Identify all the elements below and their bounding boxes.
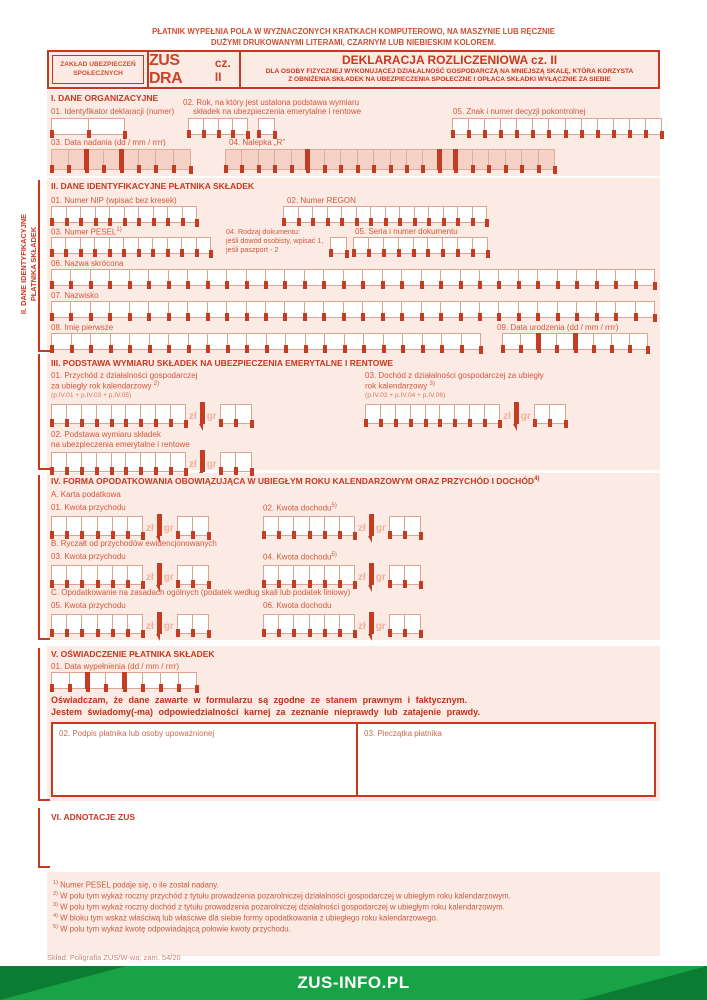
box-cell[interactable] (90, 333, 111, 350)
box-cell[interactable] (440, 301, 460, 318)
zl-label: zł (503, 411, 511, 422)
box-cell[interactable] (129, 301, 149, 318)
section-5-oswiadczenie (47, 646, 660, 801)
box-cell[interactable] (129, 333, 150, 350)
field-podstawa-amount[interactable] (51, 446, 252, 472)
gr-label: gr (163, 621, 174, 632)
form-title-box (241, 52, 658, 87)
field-data-urodzenia-boxes[interactable] (502, 333, 648, 350)
section-6-adnotacje-zus (47, 806, 660, 868)
section-3-bracket (38, 354, 50, 470)
field-seria-numer-boxes[interactable] (353, 237, 488, 254)
section-1-dane-organizacyjne (47, 90, 660, 176)
subsection-b-label: B. Ryczałt od przychodów ewidencjonowanych (51, 539, 217, 548)
form-title: DEKLARACJA ROZLICZENIOWA cz. II (341, 53, 558, 67)
field-dochod-formula: (p.IV.02 + p.IV.04 + p.IV.06) (365, 392, 446, 399)
przychod-gr-boxes[interactable] (220, 404, 252, 424)
field-ryczalt-dochod-amount[interactable] (263, 559, 421, 585)
box-cell[interactable] (401, 301, 421, 318)
box-cell[interactable] (227, 333, 248, 350)
box-cell[interactable] (323, 269, 343, 286)
box-cell[interactable] (305, 333, 326, 350)
decimal-separator (200, 450, 205, 472)
box-cell[interactable] (479, 269, 499, 286)
box-cell[interactable] (88, 118, 126, 135)
box-cell[interactable] (246, 301, 266, 318)
section-4-forma-opodatkowania (47, 473, 660, 640)
box-cell[interactable] (129, 269, 149, 286)
zus-info-banner (0, 966, 707, 1000)
form-code-main: ZUS DRA (149, 51, 183, 87)
box-cell[interactable] (440, 269, 460, 286)
box-cell[interactable] (382, 301, 402, 318)
section-5-bracket (38, 648, 50, 801)
field-regon-label: 02. Numer REGON (287, 196, 356, 205)
ryczalt-dochod-gr-boxes[interactable] (389, 565, 421, 585)
box-cell[interactable] (518, 301, 538, 318)
section-6-bracket (38, 808, 50, 868)
field-pesel-boxes[interactable] (51, 237, 211, 254)
field-ogolne-przychod-amount[interactable] (51, 608, 209, 634)
zl-label: zł (189, 459, 197, 470)
field-rodzaj-dok-label-1: 04. Rodzaj dokumentu: (226, 227, 300, 236)
field-identyfikator-label: 01. Identyfikator deklaracji (numer) (51, 107, 175, 116)
section-3-podstawa-wymiaru (47, 352, 660, 470)
ogolne-przychod-zl-boxes[interactable] (51, 614, 143, 634)
subsection-a-label: A. Karta podatkowa (51, 490, 121, 499)
box-cell[interactable] (596, 301, 616, 318)
footnote-3: $^{3)}$ W polu tym wykaż roczny dochód z tytułu prowadzenia pozarolniczej działalności gospodarczej w ubiegłym roku kalendarzowym. (53, 902, 505, 912)
section-5-title: V. OŚWIADCZENIE PŁATNIKA SKŁADEK (51, 649, 215, 659)
field-rok-boxes[interactable] (188, 118, 248, 135)
ogolne-przychod-gr-boxes[interactable] (177, 614, 209, 634)
field-ogolne-dochod-amount[interactable] (263, 608, 421, 634)
gr-label: gr (520, 411, 531, 422)
signature-area[interactable] (53, 724, 358, 795)
box-cell[interactable] (557, 301, 577, 318)
przychod-zl-boxes[interactable] (51, 404, 186, 424)
section-2-side-label (19, 179, 39, 349)
field-ryczalt-przychod-amount[interactable] (51, 559, 209, 585)
footnote-1: $^{1)}$ Numer PESEL podaje się, o ile został nadany. (53, 880, 219, 890)
box-cell[interactable] (596, 269, 616, 286)
section-2-title: II. DANE IDENTYFIKACYJNE PŁATNIKA SKŁADEK (51, 181, 255, 191)
field-karta-dochod-amount[interactable] (263, 510, 421, 536)
box-cell[interactable] (70, 269, 90, 286)
box-cell[interactable] (479, 301, 499, 318)
box-cell[interactable] (285, 333, 306, 350)
box-cell[interactable] (207, 301, 227, 318)
box-cell[interactable] (109, 269, 129, 286)
subsection-c-label: C. Opodatkowanie na zasadach ogólnych (podatek według skali lub podatek liniowy) (51, 588, 351, 597)
decimal-separator (200, 402, 205, 424)
declaration-line-2: Jestem świadomy(-ma) odpowiedzialności karnej za zeznanie nieprawdy lub zatajenie prawdy. (51, 707, 480, 717)
field-data-wypelnienia-boxes[interactable] (51, 672, 197, 689)
box-cell[interactable] (304, 301, 324, 318)
gr-label: gr (375, 572, 386, 583)
field-data-wypelnienia-label: 01. Data wypełnienia (dd / mm / rrrr) (51, 662, 180, 671)
box-cell[interactable] (441, 333, 462, 350)
box-cell[interactable] (402, 333, 423, 350)
box-cell[interactable] (537, 269, 557, 286)
field-przychod-amount[interactable] (51, 398, 252, 424)
section-4-bracket (38, 475, 50, 640)
box-cell[interactable] (344, 333, 365, 350)
box-cell[interactable] (421, 301, 441, 318)
podstawa-gr-boxes[interactable] (220, 452, 252, 472)
box-cell[interactable] (168, 333, 189, 350)
box-cell[interactable] (70, 301, 90, 318)
decimal-separator (369, 612, 374, 634)
footnotes-block (47, 872, 660, 956)
box-cell[interactable] (207, 269, 227, 286)
karta-dochod-gr-boxes[interactable] (389, 516, 421, 536)
decimal-separator (369, 563, 374, 585)
field-przychod-label-2: za ubiegły rok kalendarzowy $^{2)}$ (51, 381, 160, 391)
instruction-line-2: DUŻYMI DRUKOWANYMI LITERAMI, CZARNYM LUB NIEBIESKIM KOLOREM. (210, 37, 496, 47)
gr-label: gr (375, 621, 386, 632)
decimal-separator (514, 402, 519, 424)
gr-label: gr (375, 523, 386, 534)
side-label-line1: II. DANE IDENTYFIKACYJNE (19, 213, 29, 315)
field-karta-dochod-label: 02. Kwota dochodu$^{5)}$ (263, 503, 337, 513)
box-cell[interactable] (90, 301, 110, 318)
dochod-gr-boxes[interactable] (534, 404, 566, 424)
zl-label: zł (358, 523, 366, 534)
karta-przychod-zl-boxes[interactable] (51, 516, 143, 536)
box-cell[interactable] (363, 333, 384, 350)
field-przychod-label-1: 01. Przychód z działalności gospodarczej (51, 371, 198, 380)
box-cell[interactable] (383, 333, 404, 350)
dochod-zl-boxes[interactable] (365, 404, 500, 424)
box-cell[interactable] (71, 333, 92, 350)
field-identyfikator-boxes[interactable] (51, 118, 125, 135)
box-cell[interactable] (576, 269, 596, 286)
field-nazwisko-boxes[interactable] (51, 301, 655, 318)
box-cell[interactable] (422, 333, 443, 350)
section-1-title: I. DANE ORGANIZACYJNE (51, 93, 159, 103)
field-nazwa-skrocona-label: 06. Nazwa skrócona (51, 259, 124, 268)
box-cell[interactable] (498, 301, 518, 318)
box-cell[interactable] (343, 301, 363, 318)
box-cell[interactable] (148, 301, 168, 318)
podstawa-zl-boxes[interactable] (51, 452, 186, 472)
section-6-title: VI. ADNOTACJE ZUS (51, 812, 136, 822)
field-rodzaj-dok-label-2: jeśli dowód osobisty, wpisać 1, (226, 236, 324, 245)
field-nip-boxes[interactable] (51, 206, 197, 223)
field-imie-label: 08. Imię pierwsze (51, 323, 114, 332)
field-nalepka-boxes[interactable] (225, 149, 555, 170)
zl-label: zł (189, 411, 197, 422)
box-cell[interactable] (246, 333, 267, 350)
field-pesel-label: 03. Numer PESEL$^{1)}$ (51, 227, 122, 237)
zl-label: zł (358, 621, 366, 632)
field-nalepka-label: 04. Nalepka „R” (229, 138, 286, 147)
box-cell[interactable] (284, 269, 304, 286)
box-cell[interactable] (576, 301, 596, 318)
print-imprint: Skład: Poligrafia ZUS/W-wa; zam. 54/20 (47, 953, 181, 962)
box-cell[interactable] (149, 333, 170, 350)
box-cell[interactable] (187, 301, 207, 318)
gr-label: gr (163, 572, 174, 583)
field-data-urodzenia-label: 09. Data urodzenia (dd / mm / rrrr) (497, 323, 619, 332)
box-cell[interactable] (343, 269, 363, 286)
box-cell[interactable] (498, 269, 518, 286)
field-ogolne-dochod-label: 06. Kwota dochodu (263, 601, 332, 610)
box-cell[interactable] (461, 333, 482, 350)
field-imie-boxes[interactable] (51, 333, 481, 350)
filling-instructions (0, 27, 707, 48)
footnote-4: $^{4)}$ W bloku tym wskaż właściwą lub właściwe dla siebie formy opodatkowania z ubiegłego roku kalendarzowego. (53, 913, 439, 923)
box-cell[interactable] (168, 301, 188, 318)
banner-text: ZUS-INFO.PL (297, 973, 410, 992)
box-cell[interactable] (266, 333, 287, 350)
form-code (149, 52, 241, 87)
field-rodzaj-dok-label-3: jeśli paszport - 2 (226, 245, 279, 254)
box-cell[interactable] (109, 301, 129, 318)
section-2-bracket (38, 180, 50, 352)
box-cell[interactable] (460, 269, 480, 286)
instruction-line-1: PŁATNIK WYPEŁNIA POLA W WYZNACZONYCH KRATKACH KOMPUTEROWO, NA MASZYNIE LUB RĘCZNIE (152, 27, 555, 36)
gr-label: gr (163, 523, 174, 534)
field-rodzaj-dok-box[interactable] (330, 237, 347, 254)
signature-label: 02. Podpis płatnika lub osoby upoważnionej (59, 729, 215, 738)
gr-label: gr (206, 411, 217, 422)
box-cell[interactable] (51, 301, 71, 318)
field-nazwa-skrocona-boxes[interactable] (51, 269, 655, 286)
box-cell[interactable] (110, 333, 131, 350)
ryczalt-przychod-gr-boxes[interactable] (177, 565, 209, 585)
decimal-separator (157, 563, 162, 585)
field-znak-decyzji-label: 05. Znak i numer decyzji pokontrolnej (453, 107, 586, 116)
box-cell[interactable] (635, 269, 655, 286)
box-cell[interactable] (188, 333, 209, 350)
section-3-title: III. PODSTAWA WYMIARU SKŁADEK NA UBEZPIECZENIA EMERYTALNE I RENTOWE (51, 358, 394, 368)
field-nip-label: 01. Numer NIP (wpisać bez kresek) (51, 196, 177, 205)
side-label-line2: PŁATNIKA SKŁADEK (29, 226, 38, 302)
box-cell[interactable] (362, 301, 382, 318)
field-ryczalt-przychod-label: 03. Kwota przychodu (51, 552, 126, 561)
stamp-label: 03. Pieczątka płatnika (364, 729, 442, 738)
field-dochod-label-2: rok kalendarzowy $^{3)}$ (365, 381, 435, 391)
zl-label: zł (358, 572, 366, 583)
org-name-box (49, 52, 149, 87)
box-cell[interactable] (284, 301, 304, 318)
field-podstawa-label-2: na ubezpieczenia emerytalne i rentowe (51, 440, 190, 449)
footnote-5: $^{5)}$ W polu tym wykaż kwotę odpowiadającą połowie kwoty przychodu. (53, 924, 291, 934)
ryczalt-przychod-zl-boxes[interactable] (51, 565, 143, 585)
stamp-area[interactable] (358, 724, 654, 795)
box-cell[interactable] (304, 269, 324, 286)
field-seria-numer-label: 05. Seria i numer dokumentu (355, 227, 458, 236)
field-znak-decyzji-boxes[interactable] (452, 118, 662, 135)
zl-label: zł (146, 523, 154, 534)
footnote-2: $^{2)}$ W polu tym wykaż roczny przychód z tytułu prowadzenia pozarolniczej działalności gospodarczej w ubiegłym roku kalendarzowym. (53, 891, 511, 901)
box-cell[interactable] (168, 269, 188, 286)
box-cell[interactable] (265, 269, 285, 286)
ogolne-dochod-gr-boxes[interactable] (389, 614, 421, 634)
field-data-nadania-label: 03. Data nadania (dd / mm / rrrr) (51, 138, 166, 147)
field-karta-przychod-label: 01. Kwota przychodu (51, 503, 126, 512)
karta-dochod-zl-boxes[interactable] (263, 516, 355, 536)
declaration-line-1: Oświadczam, że dane zawarte w formularzu są zgodne ze stanem prawnym i faktycznym. (51, 695, 468, 705)
field-rok-label-1: 02. Rok, na który jest ustalona podstawa wymiaru (183, 98, 360, 107)
box-cell[interactable] (51, 333, 72, 350)
form-code-suffix: cz. II (214, 55, 231, 84)
box-cell[interactable] (635, 301, 655, 318)
box-cell[interactable] (557, 269, 577, 286)
field-regon-boxes[interactable] (283, 206, 487, 223)
section-4-title: IV. FORMA OPODATKOWANIA OBOWIĄZUJĄCA W UBIEGŁYM ROKU KALENDARZOWYM ORAZ PRZYCHÓD I DOCHÓD$^{4)}$ (51, 476, 540, 486)
box-cell[interactable] (615, 269, 635, 286)
box-cell[interactable] (90, 269, 110, 286)
ryczalt-dochod-zl-boxes[interactable] (263, 565, 355, 585)
box-cell[interactable] (323, 301, 343, 318)
box-cell[interactable] (362, 269, 382, 286)
form-subtitle-1: DLA OSOBY FIZYCZNEJ WYKONUJĄCEJ DZIAŁALNOŚĆ GOSPODARCZĄ NA MNIEJSZĄ SKALĘ, KTÓRA KORZYSTA (265, 67, 634, 75)
box-cell[interactable] (51, 118, 89, 135)
field-podstawa-label-1: 02. Podstawa wymiaru składek (51, 430, 161, 439)
field-rok-label-2: składek na ubezpieczenia emerytalne i rentowe (193, 107, 362, 116)
zl-label: zł (146, 621, 154, 632)
zl-label: zł (146, 572, 154, 583)
field-dochod-amount[interactable] (365, 398, 566, 424)
signature-stamp-box (51, 722, 656, 797)
box-cell[interactable] (148, 269, 168, 286)
decimal-separator (369, 514, 374, 536)
box-cell[interactable] (246, 269, 266, 286)
box-cell[interactable] (187, 269, 207, 286)
field-karta-przychod-amount[interactable] (51, 510, 209, 536)
section-2-dane-identyfikacyjne (19, 178, 660, 352)
box-cell[interactable] (615, 301, 635, 318)
box-cell[interactable] (460, 301, 480, 318)
field-ryczalt-dochod-label: 04. Kwota dochodu$^{5)}$ (263, 552, 337, 562)
field-nazwisko-label: 07. Nazwisko (51, 291, 99, 300)
box-cell[interactable] (51, 269, 71, 286)
org-name-line1: ZAKŁAD UBEZPIECZEŃ (60, 61, 136, 69)
field-dochod-label-1: 03. Dochód z działalności gospodarczej za ubiegły (365, 371, 544, 380)
box-cell[interactable] (537, 301, 557, 318)
box-cell[interactable] (401, 269, 421, 286)
form-header (47, 50, 660, 89)
box-cell[interactable] (265, 301, 285, 318)
org-name-line2: SPOŁECZNYCH (73, 69, 123, 77)
decimal-separator (157, 612, 162, 634)
gr-label: gr (206, 459, 217, 470)
box-cell[interactable] (226, 269, 246, 286)
karta-przychod-gr-boxes[interactable] (177, 516, 209, 536)
field-ogolne-przychod-label: 05. Kwota przychodu (51, 601, 126, 610)
box-cell[interactable] (518, 269, 538, 286)
box-cell[interactable] (382, 269, 402, 286)
box-cell[interactable] (324, 333, 345, 350)
decimal-separator (157, 514, 162, 536)
box-cell[interactable] (421, 269, 441, 286)
field-rok-extra-box[interactable] (258, 118, 275, 135)
form-subtitle-2: Z OBNIŻENIA SKŁADEK NA UBEZPIECZENIA SPOŁECZNE I OPŁACA SKŁADKI WYŁĄCZNIE ZA SIEBIE (288, 76, 611, 84)
field-przychod-formula: (p.IV.01 + p.IV.03 + p.IV.05) (51, 392, 132, 399)
ogolne-dochod-zl-boxes[interactable] (263, 614, 355, 634)
box-cell[interactable] (226, 301, 246, 318)
box-cell[interactable] (207, 333, 228, 350)
field-data-nadania-boxes[interactable] (51, 149, 191, 170)
